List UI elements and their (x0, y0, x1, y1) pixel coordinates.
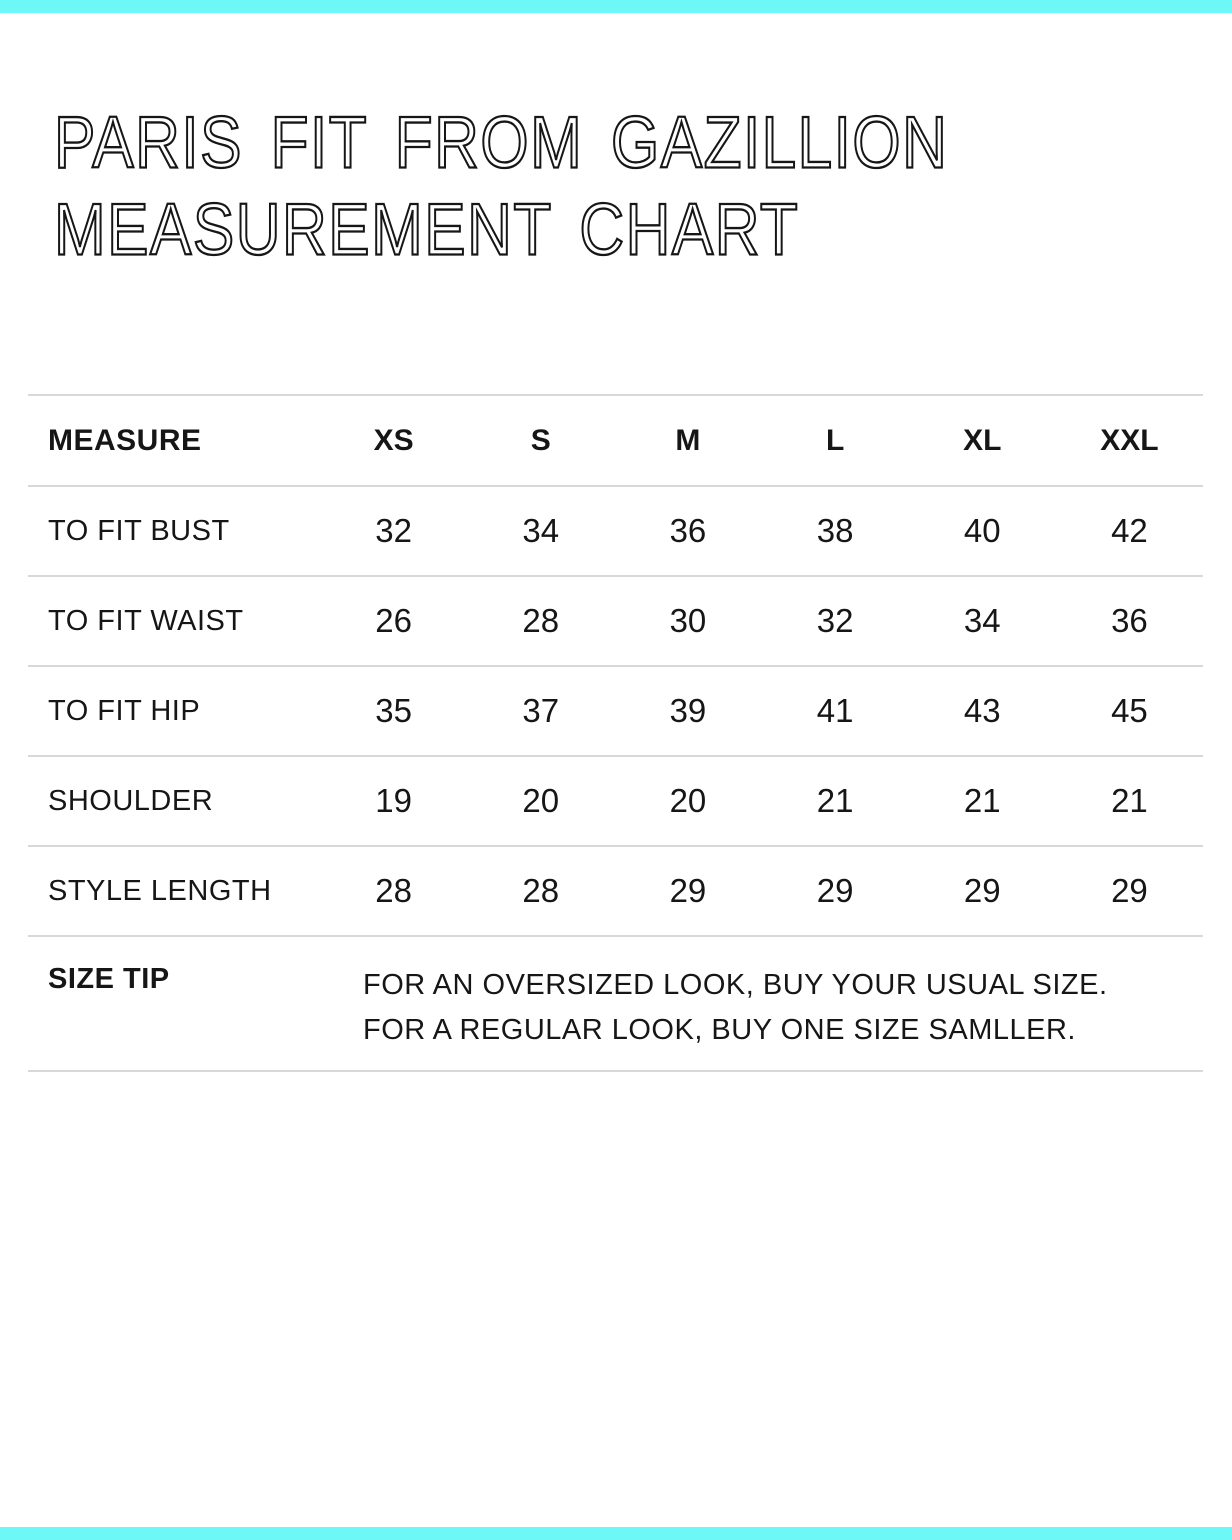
size-value: 40 (963, 512, 1001, 549)
size-value: 28 (522, 872, 560, 909)
size-value: 37 (522, 692, 560, 729)
size-value: 36 (1111, 602, 1148, 639)
size-value: 32 (375, 512, 412, 549)
column-header-s: S (530, 423, 551, 457)
size-value: 45 (1111, 692, 1148, 729)
title-line-1: PARIS FIT FROM GAZILLION (54, 102, 949, 184)
column-header-xxl: XXL (1100, 423, 1159, 457)
title-line-2: MEASUREMENT CHART (54, 189, 800, 272)
size-value: 21 (963, 782, 1001, 819)
table-row-to-fit-bust (28, 487, 1203, 577)
size-value: 28 (522, 602, 560, 639)
size-value: 43 (963, 692, 1001, 729)
size-value: 36 (669, 512, 707, 549)
size-value: 29 (816, 872, 854, 909)
size-value: 42 (1111, 512, 1148, 549)
size-tip-line-2: FOR A REGULAR LOOK, BUY ONE SIZE SAMLLER. (363, 1014, 1076, 1046)
size-value: 41 (816, 692, 854, 729)
size-value: 19 (375, 782, 412, 819)
size-value: 28 (375, 872, 412, 909)
column-header-xs: XS (373, 423, 414, 457)
table-row-style-length (28, 847, 1203, 937)
column-header-l: L (825, 423, 845, 457)
table-row-to-fit-waist (28, 577, 1203, 667)
size-tip-text (363, 963, 1108, 1053)
size-value: 21 (816, 782, 854, 819)
size-tip-label: SIZE TIP (48, 963, 170, 995)
size-value: 26 (375, 602, 412, 639)
size-tip-row (28, 937, 1203, 1072)
measure-label: TO FIT BUST (48, 514, 230, 547)
measure-label: TO FIT HIP (48, 694, 201, 727)
table-header-row (28, 394, 1203, 487)
column-header-m: M (675, 423, 701, 457)
size-value: 30 (669, 602, 707, 639)
size-value: 29 (669, 872, 707, 909)
measure-label: TO FIT WAIST (48, 604, 244, 637)
size-value: 39 (669, 692, 707, 729)
page-title (54, 100, 948, 275)
size-value: 38 (816, 512, 854, 549)
size-value: 20 (522, 782, 560, 819)
size-value: 29 (1111, 872, 1148, 909)
size-value: 35 (375, 692, 412, 729)
size-value: 34 (963, 602, 1001, 639)
table-row-shoulder (28, 757, 1203, 847)
measure-label: SHOULDER (48, 784, 214, 817)
bottom-accent-bar (0, 1527, 1232, 1540)
top-accent-bar (0, 0, 1232, 13)
size-value: 21 (1111, 782, 1148, 819)
table-row-to-fit-hip (28, 667, 1203, 757)
column-header-xl: XL (963, 423, 1002, 457)
measure-label: STYLE LENGTH (48, 874, 272, 907)
size-value: 29 (963, 872, 1001, 909)
size-tip-line-1: FOR AN OVERSIZED LOOK, BUY YOUR USUAL SIZE. (363, 969, 1108, 1001)
size-value: 20 (669, 782, 707, 819)
size-value: 32 (816, 602, 854, 639)
size-value: 34 (522, 512, 560, 549)
measurement-table (28, 394, 1203, 1072)
column-header-measure: MEASURE (48, 423, 202, 457)
